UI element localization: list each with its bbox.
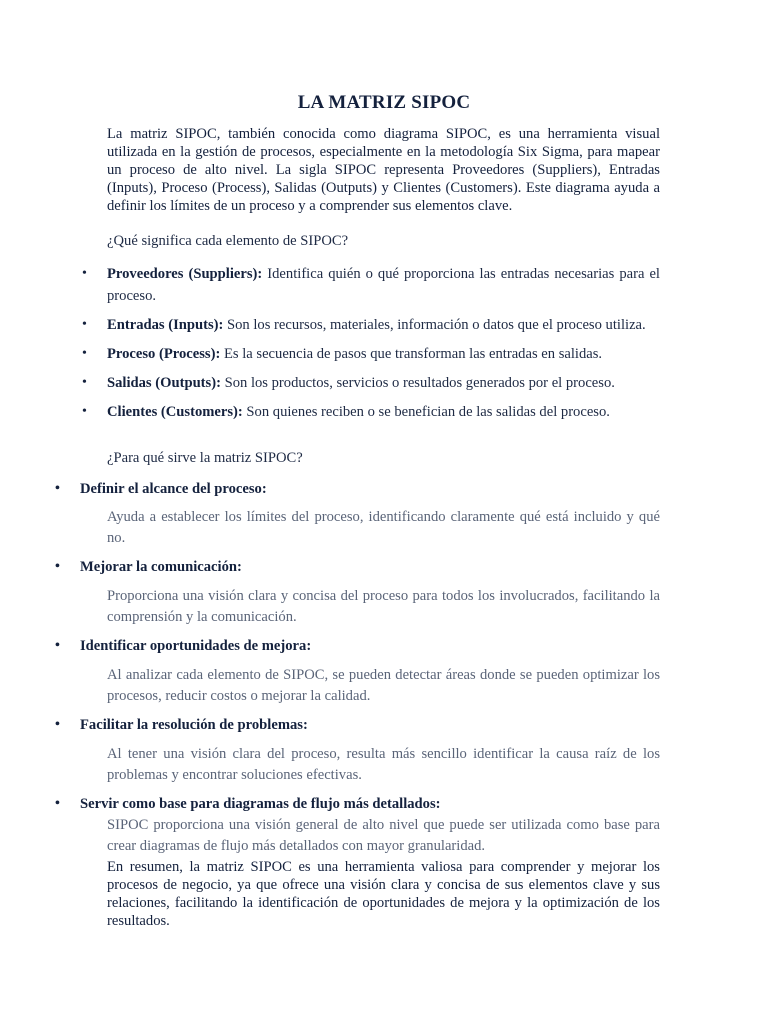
list-item [55, 557, 660, 628]
element-name: Salidas (Outputs): [107, 375, 221, 391]
use-heading: Mejorar la comunicación: [80, 559, 242, 575]
element-name: Entradas (Inputs): [107, 317, 224, 333]
use-heading: Servir como base para diagramas de flujo más detallados: [80, 796, 441, 812]
element-description: Es la secuencia de pasos que transforman las entradas en salidas. [220, 346, 603, 362]
bullet-icon: • [55, 481, 60, 496]
element-name: Proceso (Process): [107, 346, 221, 362]
bullet-icon: • [82, 375, 87, 390]
use-heading-row [55, 479, 660, 499]
summary-paragraph: En resumen, la matriz SIPOC es una herramienta valiosa para comprender y mejorar los procesos de negocio, ya que ofrece una visión clara y concisa de sus elementos clave y sus relaciones, facilitando la identificación de oportunidades de mejora y la optimización de los resultados. [107, 859, 660, 929]
list-item [55, 715, 660, 786]
element-name: Proveedores (Suppliers): [107, 266, 263, 282]
use-heading: Facilitar la resolución de problemas: [80, 717, 308, 733]
question-elements: ¿Qué significa cada elemento de SIPOC? [107, 233, 349, 249]
list-item [55, 479, 660, 549]
list-item [55, 794, 660, 857]
element-description: Son los productos, servicios o resultados generados por el proceso. [220, 375, 615, 391]
use-description: Al analizar cada elemento de SIPOC, se pueden detectar áreas donde se pueden optimizar los procesos, reducir costos o mejorar la calidad. [107, 667, 660, 704]
element-description: Identifica quién o qué proporciona las entradas necesarias para el proceso. [107, 266, 660, 304]
use-description: Proporciona una visión clara y concisa del proceso para todos los involucrados, facilitando la comprensión y la comunicación. [107, 588, 660, 625]
bullet-icon: • [82, 317, 87, 332]
list-item [55, 636, 660, 707]
use-heading-row [55, 794, 660, 814]
sipoc-elements-list [82, 263, 660, 423]
use-heading: Definir el alcance del proceso: [80, 481, 267, 497]
list-item [82, 263, 660, 307]
use-heading: Identificar oportunidades de mejora: [80, 638, 312, 654]
use-heading-row [55, 715, 660, 735]
use-description: SIPOC proporciona una visión general de alto nivel que puede ser utilizada como base para crear diagramas de flujo más detallados con mayor granularidad. [107, 817, 660, 854]
bullet-icon: • [55, 796, 60, 811]
use-description: Al tener una visión clara del proceso, resulta más sencillo identificar la causa raíz de los problemas y encontrar soluciones efectivas. [107, 746, 660, 783]
element-name: Clientes (Customers): [107, 404, 243, 420]
use-heading-row [55, 636, 660, 656]
list-item [82, 401, 660, 423]
page-title: LA MATRIZ SIPOC [297, 92, 471, 113]
list-item [82, 343, 660, 365]
element-description: Son quienes reciben o se benefician de las salidas del proceso. [242, 404, 610, 420]
bullet-icon: • [82, 346, 87, 361]
use-description: Ayuda a establecer los límites del proceso, identificando claramente qué está incluido y qué no. [107, 509, 660, 546]
question-uses: ¿Para qué sirve la matriz SIPOC? [107, 450, 303, 466]
list-item [82, 372, 660, 394]
sipoc-uses-list [55, 479, 660, 857]
intro-paragraph: La matriz SIPOC, también conocida como diagrama SIPOC, es una herramienta visual utilizada en la gestión de procesos, especialmente en la metodología Six Sigma, para mapear un proceso de alto nivel. La sigla SIPOC representa Proveedores (Suppliers), Entradas (Inputs), Proceso (Process), Salidas (Outputs) y Clientes (Customers). Este diagrama ayuda a definir los límites de un proceso y a comprender sus elementos clave. [107, 126, 660, 214]
element-description: Son los recursos, materiales, información o datos que el proceso utiliza. [223, 317, 646, 333]
bullet-icon: • [55, 559, 60, 574]
bullet-icon: • [55, 638, 60, 653]
bullet-icon: • [55, 717, 60, 732]
bullet-icon: • [82, 404, 87, 419]
bullet-icon: • [82, 266, 87, 281]
use-heading-row [55, 557, 660, 577]
list-item [82, 314, 660, 336]
